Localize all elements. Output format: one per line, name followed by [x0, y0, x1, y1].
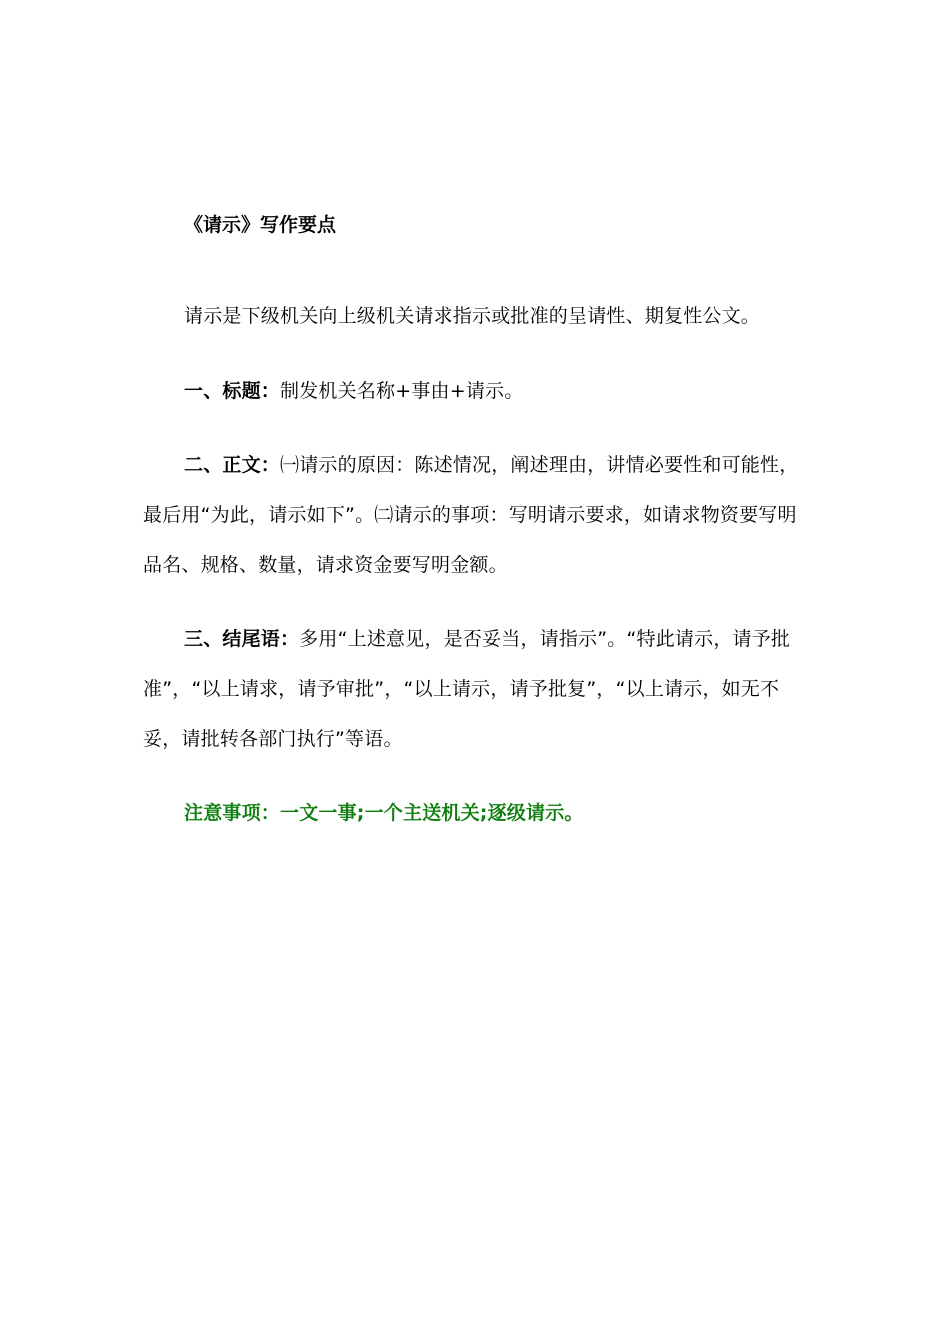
section-title-paragraph	[143, 366, 810, 416]
document-content	[143, 205, 810, 862]
section-closing-text: 多用“上述意见，是否妥当，请指示”。“特此请示，请予批准”，“以上请求，请予审批”，“以上请示，请予批复”，“以上请示，如无不妥，请批转各部门执行”等语。	[143, 628, 791, 750]
intro-paragraph: 请示是下级机关向上级机关请求指示或批准的呈请性、期复性公文。	[184, 305, 761, 327]
section-closing-label: 三、结尾语：	[184, 628, 300, 650]
section-closing-paragraph	[143, 614, 810, 764]
section-title-label: 一、标题：	[184, 380, 281, 402]
section-body-label: 二、正文：	[184, 454, 281, 476]
document-title: 《请示》写作要点	[184, 214, 337, 236]
section-body-text: ㈠请示的原因：陈述情况，阐述理由，讲情必要性和可能性，最后用“为此，请示如下”。㈡请示的事项：写明请示要求，如请求物资要写明品名、规格、数量，请求资金要写明金额。	[143, 454, 799, 576]
section-title-text: 制发机关名称+事由+请示。	[280, 380, 524, 402]
section-body-paragraph	[143, 440, 810, 590]
notice-paragraph: 注意事项：一文一事;一个主送机关;逐级请示。	[184, 802, 584, 824]
